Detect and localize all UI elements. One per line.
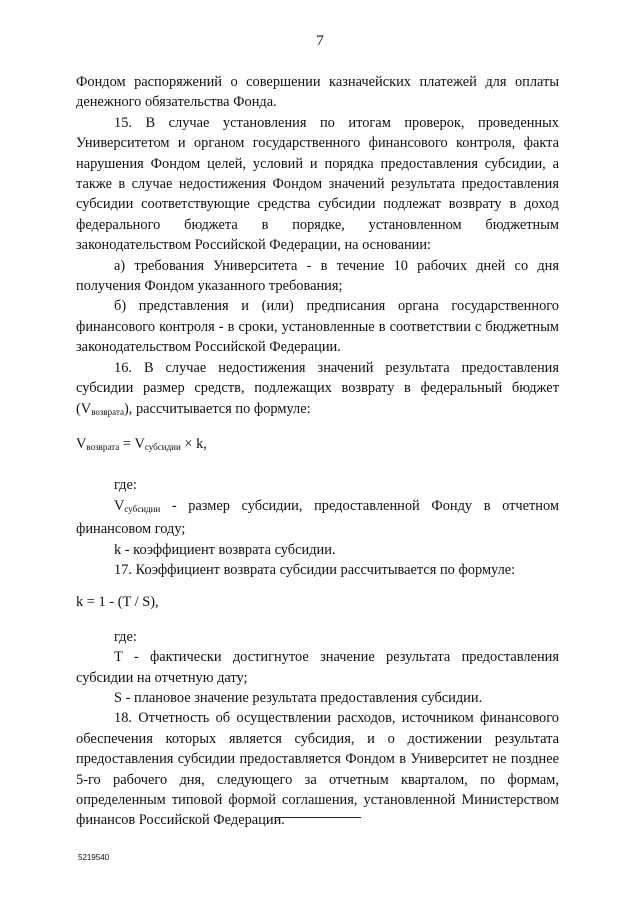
paragraph-15b: б) представления и (или) предписания органа государственного финансового контроля - в сроки, установленные в соответствии с бюджетным законодательством Российской Федерации. xyxy=(76,298,559,356)
p16-subscript: возврата xyxy=(91,406,124,417)
definition-s: S - плановое значение результата предоставления субсидии. xyxy=(114,689,483,706)
paragraph-15: 15. В случае установления по итогам проверок, проведенных Университетом и органом государственного финансового контроля, факта нарушения Фондом целей, условий и порядка предоставления субсидии, а также в случае недостижения Фондом значений результата предоставления субсидии соответствующие средства субсидии подлежат возврату в доход федерального бюджета в порядке, установленном бюджетным законодательством Российской Федерации, на основании: xyxy=(76,114,559,254)
definition-v-subsidy xyxy=(76,496,559,540)
document-body xyxy=(76,72,559,831)
def-v-subscript: субсидии xyxy=(124,503,161,514)
paragraph-continuation: Фондом распоряжений о совершении казначейских платежей для оплаты денежного обязательства Фонда. xyxy=(76,74,559,111)
definition-t: T - фактически достигнутое значение результата предоставления субсидии на отчетную дату; xyxy=(76,649,559,686)
formula1-end: × k, xyxy=(180,435,207,452)
paragraph-15a: а) требования Университета - в течение 10 рабочих дней со дня получения Фондом указанного требования; xyxy=(76,257,559,295)
def-v-text: - размер субсидии, предоставленной Фонду в отчетном финансовом году; xyxy=(76,497,559,538)
p16-text-before: 16. В случае недостижения значений результата предоставления субсидии размер средств, подлежащих возврату в федеральный бюджет (V xyxy=(76,359,559,417)
definition-k: k - коэффициент возврата субсидии. xyxy=(114,541,336,558)
formula1-middle: = V xyxy=(119,435,145,452)
def-v-symbol: V xyxy=(114,497,125,514)
formula1-sub-return: возврата xyxy=(86,441,120,452)
formula1-sub-subsidy: субсидии xyxy=(144,441,181,452)
formula1-v: V xyxy=(76,435,87,452)
end-divider-line xyxy=(275,817,361,818)
p16-text-after: ), рассчитывается по формуле: xyxy=(123,400,311,417)
paragraph-16 xyxy=(76,358,559,422)
where-label-1: где: xyxy=(114,477,137,494)
page-number: 7 xyxy=(316,33,324,49)
paragraph-18: 18. Отчетность об осуществлении расходов, источником финансового обеспечения которых является субсидия, и о достижении результата предоставления субсидии предоставляется Фондом в Университет не позднее 5-го рабочего дня, следующего за отчетным кварталом, по формам, определенным типовой формой соглашения, установленной Министерством финансов Российской Федерации. xyxy=(76,710,559,829)
formula-coefficient: k = 1 - (T / S), xyxy=(76,594,159,611)
formula-return-amount xyxy=(76,434,559,457)
where-label-2: где: xyxy=(114,628,137,645)
document-code: 5219540 xyxy=(78,853,110,862)
paragraph-17: 17. Коэффициент возврата субсидии рассчитывается по формуле: xyxy=(114,561,516,578)
